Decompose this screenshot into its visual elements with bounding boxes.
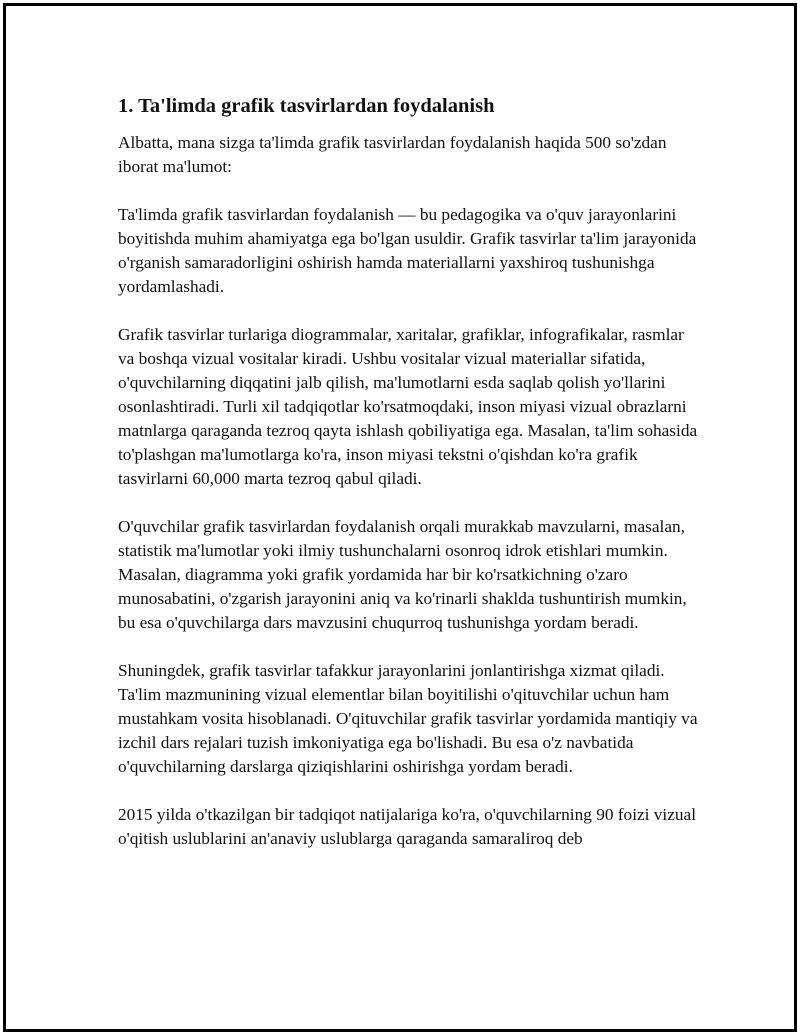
paragraph-definition: Ta'limda grafik tasvirlardan foydalanish — bu pedagogika va o'quv jarayonlarini boyitishda muhim ahamiyatga ega bo'lgan usuldir. Grafik tasvirlar ta'lim jarayonida o'rganish samaradorligini oshirish hamda materiallarni yaxshiroq tushunishga yordamlashadi. xyxy=(118,205,697,296)
section-heading: 1. Ta'limda grafik tasvirlardan foydalanish xyxy=(118,95,495,117)
paragraph-research: 2015 yilda o'tkazilgan bir tadqiqot natijalariga ko'ra, o'quvchilarning 90 foizi vizual o'qitish uslublarini an'anaviy uslublarga qaraganda samaraliroq deb xyxy=(118,805,697,848)
document-body xyxy=(118,92,698,875)
paragraph-types: Grafik tasvirlar turlariga diogrammalar, xaritalar, grafiklar, infografikalar, rasmlar va boshqa vizual vositalar kiradi. Ushbu vositalar vizual materiallar sifatida, o'quvchilarning diqqatini jalb qilish, ma'lumotlarni esda saqlab qolish yo'llarini osonlashtiradi. Turli xil tadqiqotlar ko'rsatmoqdaki, inson miyasi vizual obrazlarni matnlarga qaraganda tezroq qayta ishlash qobiliyatiga ega. Masalan, ta'lim sohasida to'plashgan ma'lumotlarga ko'ra, inson miyasi tekstni o'qishdan ko'ra grafik tasvirlarni 60,000 marta tezroq qabul qiladi. xyxy=(118,325,698,488)
paragraph-students: O'quvchilar grafik tasvirlardan foydalanish orqali murakkab mavzularni, masalan, statistik ma'lumotlar yoki ilmiy tushunchalarni osonroq idrok etishlari mumkin. Masalan, diagramma yoki grafik yordamida har bir ko'rsatkichning o'zaro munosabatini, o'zgarish jarayonini aniq va ko'rinarli shaklda tushuntirish mumkin, bu esa o'quvchilarga dars mavzusini chuqurroq tushunishga yordam beradi. xyxy=(118,517,687,632)
paragraph-thinking: Shuningdek, grafik tasvirlar tafakkur jarayonlarini jonlantirishga xizmat qiladi. Ta'lim mazmunining vizual elementlar bilan boyitilishi o'qituvchilar uchun ham mustahkam vosita hisoblanadi. O'qituvchilar grafik tasvirlar yordamida mantiqiy va izchil dars rejalari tuzish imkoniyatiga ega bo'lishadi. Bu esa o'z navbatida o'quvchilarning darslarga qiziqishlarini oshirishga yordam beradi. xyxy=(118,661,698,776)
paragraph-intro: Albatta, mana sizga ta'limda grafik tasvirlardan foydalanish haqida 500 so'zdan iborat ma'lumot: xyxy=(118,133,667,176)
